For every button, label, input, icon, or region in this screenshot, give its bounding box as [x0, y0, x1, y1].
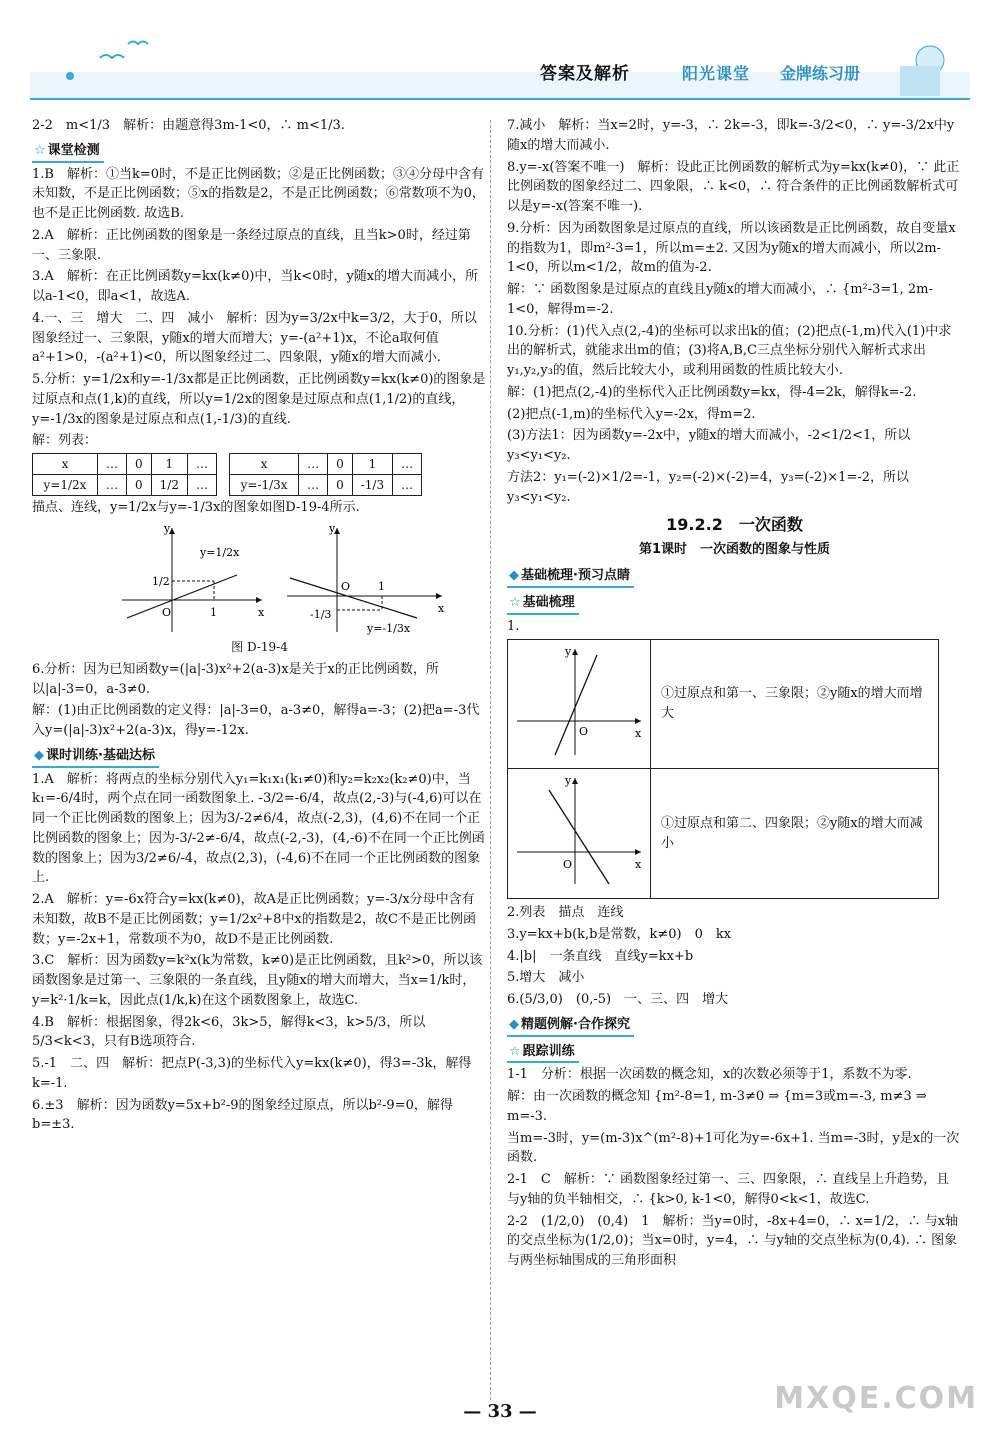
- section-label: 课时训练·基础达标: [46, 747, 155, 763]
- answer-10-step-1: 解：(1)把点(2,-4)的坐标代入正比例函数y=kx，得-4=2k，解得k=-2.: [507, 384, 917, 400]
- answer-6-solution: 解：(1)由正比例函数的定义得：|a|-3=0，a-3≠0，解得a=-3；(2)把a=-3代入y=(|a|-3)x²+2(a-3)x，得y=-12x.: [32, 703, 480, 739]
- answer-5: 5.分析：y=1/2x和y=-1/3x都是正比例函数，正比例函数y=kx(k≠0)的图象是过原点和点(1,k)的直线，所以y=1/2x的图象是过原点和点(1,1/2)的直线，y=-1/3x的图象是过原点和点(1,-1/3)的直线.: [32, 372, 486, 427]
- figure-graphs: [32, 520, 472, 638]
- value-table-2: [229, 453, 422, 496]
- training-2: 2.A 解析：y=-6x符合y=kx(k≠0)，故A是正比例函数；y=-3/x分母中含有未知数，故B不是正比例函数；y=1/2x²+8中x的指数是2，故C不是正比例函数；y=-2x+1，常数项不为0，故D不是正比例函数.: [32, 892, 476, 947]
- star-icon: ☆: [509, 595, 521, 611]
- training-3: 3.C 解析：因为函数y=k²x(k为常数，k≠0)是正比例函数，且k²>0，所以该函数图象是过第一、三象限的一条直线，且y随x的增大而增大，当x=1/k时，y=k²·1/k=k，因此点(1/k,k)在这个函数图象上，故选C.: [32, 953, 483, 1008]
- section-basic-review-sub: [507, 593, 579, 615]
- table-cell: 1: [151, 454, 187, 475]
- star-icon: ☆: [509, 1043, 521, 1059]
- section-label: 基础梳理: [522, 595, 575, 611]
- answer-10: 10.分析：(1)代入点(2,-4)的坐标可以求出k的值；(2)把点(-1,m)代入(1)中求出的解析式，就能求出m的值；(3)将A,B,C三点坐标分别代入解析式求出y₁,y₂,y₃的值，然后比较大小，或利用函数的性质比较大小.: [507, 323, 952, 378]
- figure-d-19-4: [32, 520, 487, 638]
- table-row: [508, 769, 939, 899]
- table-cell: x: [230, 454, 299, 475]
- exercise-2-2: 2-2 (1/2,0) (0,4) 1 解析：当y=0时，-8x+4=0，∴ x=1/2，∴ 与x轴的交点坐标为(1/2,0)；当x=0时，y=4，∴ 与y轴的交点坐标为(0,4). ∴ 图象与两坐标轴围成的三角形面积: [507, 1213, 959, 1269]
- table-row: [33, 475, 217, 496]
- section-lesson-training: [32, 746, 159, 768]
- question-3: 3.y=kx+b(k,b是常数，k≠0) 0 kx: [507, 926, 732, 942]
- answer-5-description: 描点、连线，y=1/2x与y=-1/3x的图象如图D-19-4所示.: [32, 500, 360, 515]
- answer-8: 8.y=-x(答案不唯一) 解析：设此正比例函数的解析式为y=kx(k≠0)，∵ 此正比例函数的图象经过二、四象限，∴ k<0，∴ 符合条件的正比例函数解析式可以是y=-x(答案不唯一).: [507, 159, 960, 214]
- section-label: 精题例解·合作探究: [521, 1016, 630, 1032]
- training-5: 5.-1 二、四 解析：把点P(-3,3)的坐标代入y=kx(k≠0)，得3=-3k，解得k=-1.: [32, 1056, 472, 1091]
- graph2-origin: O: [341, 579, 351, 593]
- table-cell: [508, 769, 651, 899]
- graph1-tick-y: 1/2: [152, 574, 170, 588]
- answer-2-2: 2-2 m<1/3 解析：由题意得3m-1<0，∴ m<1/3.: [32, 118, 345, 133]
- property-table: [507, 639, 939, 900]
- table-cell: …: [299, 454, 328, 475]
- table-cell: …: [299, 475, 328, 496]
- question-4: 4.|b| 一条直线 直线y=kx+b: [507, 948, 694, 964]
- y-axis-arrow-icon: [572, 778, 578, 784]
- graph2-y-label: y: [329, 521, 336, 535]
- table-cell: 1: [352, 454, 392, 475]
- graph1-x-label: x: [258, 605, 265, 619]
- training-4: 4.B 解析：根据图象，得2k<6，3k>5，解得k<3，k>5/3，所以5/3<k<3，只有B选项符合.: [32, 1014, 426, 1050]
- section-label: 跟踪训练: [522, 1043, 575, 1059]
- graph1-func-label: y=1/2x: [200, 545, 240, 559]
- graph-y-neg-third-x: [287, 522, 445, 635]
- table-cell: x: [33, 454, 98, 475]
- graph2-func-label: y=-1/3x: [367, 621, 411, 635]
- question-2: 2.列表 描点 连线: [507, 905, 624, 921]
- table-cell: …: [187, 475, 216, 496]
- table-cell: y=1/2x: [33, 475, 98, 496]
- section-label: 基础梳理·预习点睛: [521, 568, 630, 584]
- x-axis-arrow-icon: [635, 849, 641, 855]
- graph1-y-label: y: [164, 521, 171, 535]
- answer-1: 1.B 解析：①当k=0时，不是正比例函数；②是正比例函数；③④分母中含有未知数，不是正比例函数；⑤x的指数是2，不是正比例函数；⑥常数项不为0，也不是正比例函数. 故选B.: [32, 166, 485, 221]
- table-row: [508, 639, 939, 769]
- table-cell: -1/3: [352, 475, 392, 496]
- section-tracking: [507, 1042, 579, 1064]
- table-cell: 1/2: [151, 475, 187, 496]
- x-axis-arrow-icon: [256, 597, 262, 603]
- section-classroom-check: [32, 141, 104, 163]
- left-column: [32, 116, 487, 1137]
- diamond-icon: ◆: [509, 1016, 519, 1032]
- table-cell: …: [393, 454, 422, 475]
- origin-label: O: [579, 724, 589, 738]
- exercise-1-1: 1-1 分析：根据一次函数的概念知，x的次数必须等于1，系数不为零.: [507, 1067, 912, 1083]
- diamond-icon: ◆: [509, 568, 519, 584]
- page-number: — 33 —: [463, 1401, 537, 1422]
- answer-6: 6.分析：因为已知函数y=(|a|-3)x²+2(a-3)x是关于x的正比例函数，所以|a|-3=0，a-3≠0.: [32, 661, 439, 697]
- bird-icon: [128, 42, 148, 45]
- axis-y-label: y: [565, 774, 572, 788]
- section-example: [507, 1015, 634, 1037]
- lesson-subheading: 第1课时 一次函数的图象与性质: [638, 541, 831, 557]
- table-cell: …: [98, 454, 127, 475]
- diamond-icon: ◆: [34, 747, 44, 763]
- value-table-1: [32, 453, 217, 496]
- answer-4: 4.一、三 增大 二、四 减小 解析：因为y=3/2x中k=3/2，大于0，所以图象经过一、三象限，y随x的增大而增大；y=-(a²+1)x，不论a取何值a²+1>0，-(a²+1)<0，所以图象经过二、四象限，y随x的增大而减小.: [32, 310, 477, 366]
- training-1: 1.A 解析：将两点的坐标分别代入y₁=k₁x₁(k₁≠0)和y₂=k₂x₂(k₂≠0)中，当k₁=-6/4时，两个点在同一函数图象上. -3/2=-6/4，故点(2,-3)与(-4,6)可以在同一个正比例函数的图象上；因为3/-2≠6/4，故点(-2,3)，(4,6)不在同一个正比例函数的图象上；因为-3/-2≠-6/4，故点(-2,-3)，(4,-6)不在同一个正比例函数的图象上；因为3/2≠6/-4，故点(2,3)，(-4,6)不在同一个正比例函数的图象上.: [32, 771, 485, 886]
- table-cell: 0: [127, 454, 152, 475]
- exercise-1-1-conclusion: 当m=-3时，y=(m-3)x^(m²-8)+1可化为y=-6x+1. 当m=-3时，y是x的一次函数.: [507, 1130, 960, 1166]
- graph2-tick-x: 1: [378, 579, 385, 593]
- header-title: 答案及解析: [540, 64, 630, 84]
- table-cell: …: [393, 475, 422, 496]
- bird-icon: [100, 55, 124, 58]
- question-6: 6.(5/3,0) (0,-5) 一、三、四 增大: [507, 992, 729, 1008]
- x-axis-arrow-icon: [436, 593, 442, 599]
- question-1-label: 1.: [507, 618, 520, 634]
- page-header: [0, 0, 1000, 112]
- table-cell: [508, 639, 651, 769]
- axis-y-label: y: [565, 644, 572, 658]
- star-icon: ☆: [34, 142, 46, 158]
- answer-7: 7.减小 解析：当x=2时，y=-3，∴ 2k=-3，即k=-3/2<0，∴ y=-3/2x中y随x的增大而减小.: [507, 118, 955, 153]
- graph2-tick-y: -1/3: [310, 607, 332, 621]
- question-5: 5.增大 减小: [507, 970, 585, 986]
- table-row: [33, 454, 217, 475]
- decreasing-line: [549, 790, 609, 884]
- table-cell: ①过原点和第一、三象限；②y随x的增大而增大: [651, 639, 939, 769]
- answer-10-step-4: 方法2：y₁=(-2)×1/2=-1，y₂=(-2)×(-2)=4，y₃=(-2)×1=-2，所以y₃<y₁<y₂.: [507, 469, 909, 505]
- table-cell: y=-1/3x: [230, 475, 299, 496]
- answer-3: 3.A 解析：在正比例函数y=kx(k≠0)中，当k<0时，y随x的增大而减小，所以a-1<0，即a<1，故选A.: [32, 269, 479, 304]
- answer-9-solution: 解：∵ 函数图象是过原点的直线且y随x的增大而减小，∴ {m²-3=1, 2m-1<0，解得m=-2.: [507, 282, 933, 317]
- axis-x-label: x: [635, 858, 642, 872]
- x-axis-arrow-icon: [635, 718, 641, 724]
- graph-decreasing: [509, 770, 649, 890]
- watermark: MXQE.COM: [774, 1381, 978, 1416]
- table-cell: 0: [328, 475, 353, 496]
- y-axis-arrow-icon: [572, 649, 578, 655]
- header-brand-2: 金牌练习册: [779, 64, 860, 83]
- section-basic-review: [507, 566, 634, 588]
- header-brand: 阳光课堂: [681, 64, 750, 83]
- section-label: 课堂检测: [47, 142, 100, 158]
- exercise-1-1-solution: 解：由一次函数的概念知 {m²-8=1, m-3≠0 ⇒ {m=3或m=-3, m≠3 ⇒ m=-3.: [507, 1089, 927, 1124]
- graph1-origin: O: [162, 605, 172, 619]
- axis-x-label: x: [635, 726, 642, 740]
- table-cell: …: [98, 475, 127, 496]
- table-cell: 0: [328, 454, 353, 475]
- table-row: [230, 475, 422, 496]
- answer-10-step-3: (3)方法1：因为函数y=-2x中，y随x的增大而减小，-2<1/2<1，所以y₃<y₁<y₂.: [507, 428, 911, 463]
- table-cell: ①过原点和第二、四象限；②y随x的增大而减小: [651, 769, 939, 899]
- training-6: 6.±3 解析：因为函数y=5x+b²-9的图象经过原点，所以b²-9=0，解得b=±3.: [32, 1097, 453, 1133]
- graph-y-half-x: [122, 522, 265, 632]
- value-tables: [32, 453, 487, 496]
- answer-9: 9.分析：因为函数图象是过原点的直线，所以该函数是正比例函数，故自变量x的指数为1，即m²-3=1，所以m=±2. 又因为y随x的增大而减小，所以2m-1<0，所以m<1/2，故m的值为-2.: [507, 220, 956, 276]
- right-column: [507, 116, 962, 1273]
- graph2-x-label: x: [438, 601, 445, 615]
- answer-10-step-2: (2)把点(-1,m)的坐标代入y=-2x，得m=2.: [507, 406, 756, 422]
- answer-2: 2.A 解析：正比例函数的图象是一条经过原点的直线，且当k>0时，经过第一、三象限.: [32, 227, 471, 263]
- increasing-line: [555, 655, 597, 755]
- exercise-2-1: 2-1 C 解析：∵ 函数图象经过第一、三、四象限，∴ 直线呈上升趋势，且与y轴的负半轴相交，∴ {k>0, k-1<0，解得0<k<1，故选C.: [507, 1172, 950, 1207]
- origin-label: O: [563, 858, 573, 872]
- graph-increasing: [509, 641, 649, 761]
- figure-caption: 图 D-19-4: [231, 639, 288, 654]
- lesson-heading: 19.2.2 一次函数: [666, 515, 803, 535]
- table-cell: …: [187, 454, 216, 475]
- column-divider: [490, 120, 491, 1400]
- answer-5-solution: 解：列表：: [32, 433, 98, 449]
- table-row: [230, 454, 422, 475]
- table-cell: 0: [127, 475, 152, 496]
- graph1-tick-x: 1: [210, 605, 217, 619]
